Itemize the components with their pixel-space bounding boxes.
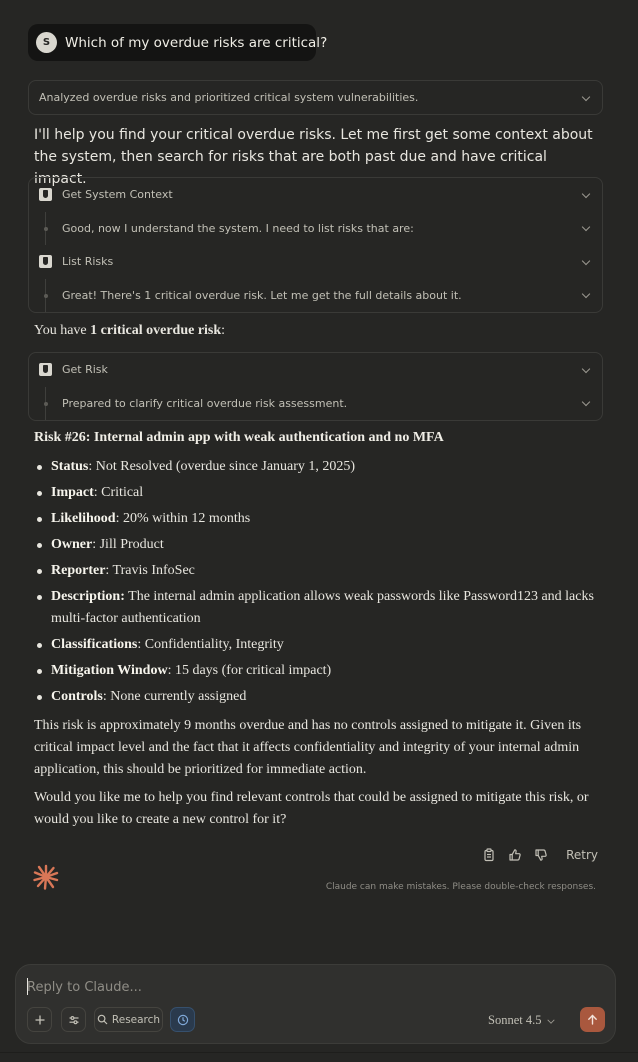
tool-icon xyxy=(39,255,52,268)
chevron-down-icon[interactable] xyxy=(582,224,590,232)
list-item xyxy=(34,660,594,682)
field-value: : Jill Product xyxy=(92,537,164,552)
field-label: Likelihood xyxy=(51,511,116,526)
chevron-down-icon[interactable] xyxy=(582,191,590,199)
timeline-dot-icon xyxy=(39,212,52,245)
field-value: : Critical xyxy=(93,485,144,500)
model-name: Sonnet 4.5 xyxy=(488,1013,542,1027)
field-value: : None currently assigned xyxy=(102,689,247,704)
message-actions xyxy=(482,848,598,862)
disclaimer-text: Claude can make mistakes. Please double-check responses. xyxy=(325,882,596,892)
tool-icon xyxy=(39,188,52,201)
timeline-dot-icon xyxy=(39,387,52,420)
field-value: The internal admin application allows weak passwords like Password123 and lacks multi-factor authentication xyxy=(51,589,594,626)
tool-step[interactable] xyxy=(29,279,602,313)
chevron-down-icon[interactable] xyxy=(582,366,590,374)
result-intro-suffix: : xyxy=(221,323,226,338)
clock-icon xyxy=(177,1014,189,1026)
tool-list-risks[interactable] xyxy=(29,245,602,279)
tool-label: List Risks xyxy=(62,255,114,269)
user-message xyxy=(28,24,328,61)
tool-step-text: Great! There's 1 critical overdue risk. Let me get the full details about it. xyxy=(62,288,462,302)
tools-button[interactable] xyxy=(61,1007,86,1032)
thumbs-down-icon[interactable] xyxy=(534,848,548,862)
field-value: : 15 days (for critical impact) xyxy=(167,663,332,678)
field-value: : Not Resolved (overdue since January 1, 2025) xyxy=(88,459,356,474)
search-icon xyxy=(97,1014,108,1025)
tool-icon xyxy=(39,363,52,376)
risk-details-list xyxy=(34,456,594,712)
add-button[interactable] xyxy=(27,1007,52,1032)
closing-question: Would you like me to help you find relevant controls that could be assigned to mitigate this risk, or would you like to create a new control for it? xyxy=(34,790,589,827)
composer xyxy=(15,964,616,1044)
intro-text: I'll help you find your critical overdue risks. Let me first get some context about the system, then search for risks that are both past due and have critical impact. xyxy=(34,127,593,187)
arrow-up-icon xyxy=(587,1014,598,1025)
field-label: Classifications xyxy=(51,637,138,652)
field-value: : Travis InfoSec xyxy=(105,563,195,578)
sliders-icon xyxy=(68,1014,80,1026)
clock-toggle-button[interactable] xyxy=(170,1007,195,1032)
chevron-down-icon[interactable] xyxy=(582,399,590,407)
copy-icon[interactable] xyxy=(482,848,496,862)
timeline-dot-icon xyxy=(39,279,52,312)
thinking-summary[interactable] xyxy=(28,80,603,115)
field-label: Status xyxy=(51,459,89,474)
tool-get-system-context[interactable] xyxy=(29,178,602,212)
result-intro xyxy=(34,320,594,342)
field-label: Owner xyxy=(51,537,93,552)
field-label: Description: xyxy=(51,589,125,604)
tool-group-1 xyxy=(28,177,603,313)
chevron-down-icon[interactable] xyxy=(582,258,590,266)
list-item xyxy=(34,534,594,556)
field-label: Impact xyxy=(51,485,94,500)
send-button[interactable] xyxy=(580,1007,605,1032)
thinking-summary-text: Analyzed overdue risks and prioritized critical system vulnerabilities. xyxy=(39,91,419,104)
user-message-text: Which of my overdue risks are critical? xyxy=(65,34,328,51)
tool-step[interactable] xyxy=(29,212,602,246)
reply-input[interactable] xyxy=(27,977,567,997)
field-label: Mitigation Window xyxy=(51,663,168,678)
field-value: : Confidentiality, Integrity xyxy=(137,637,284,652)
field-value: : 20% within 12 months xyxy=(115,511,251,526)
result-intro-prefix: You have xyxy=(34,323,91,338)
list-item xyxy=(34,686,594,708)
list-item xyxy=(34,482,594,504)
tool-step[interactable] xyxy=(29,387,602,421)
list-item xyxy=(34,634,594,656)
thumbs-up-icon[interactable] xyxy=(508,848,522,862)
result-intro-bold: 1 critical overdue risk xyxy=(90,323,222,338)
avatar: S xyxy=(36,32,57,53)
tool-step-text: Good, now I understand the system. I need to list risks that are: xyxy=(62,221,414,235)
bottom-divider xyxy=(0,1052,638,1053)
model-selector[interactable] xyxy=(488,1013,555,1028)
research-button[interactable] xyxy=(94,1007,163,1032)
claude-spark-icon xyxy=(33,864,59,890)
list-item xyxy=(34,560,594,582)
tool-label: Get System Context xyxy=(62,188,173,202)
list-item xyxy=(34,586,594,630)
field-label: Controls xyxy=(51,689,103,704)
field-label: Reporter xyxy=(51,563,106,578)
plus-icon xyxy=(34,1014,46,1026)
tool-get-risk[interactable] xyxy=(29,353,602,387)
tool-step-text: Prepared to clarify critical overdue risk assessment. xyxy=(62,396,348,410)
research-label: Research xyxy=(111,1013,161,1026)
chevron-down-icon[interactable] xyxy=(582,291,590,299)
chevron-down-icon xyxy=(548,1017,555,1024)
closing-paragraph: This risk is approximately 9 months overdue and has no controls assigned to mitigate it. Given its critical impact level and the fact that it affects confidentiality and integrity of your internal admin application, this should be prioritized for immediate action. xyxy=(34,718,582,777)
list-item xyxy=(34,456,594,478)
list-item xyxy=(34,508,594,530)
tool-group-2 xyxy=(28,352,603,421)
chevron-down-icon[interactable] xyxy=(582,94,590,102)
tool-label: Get Risk xyxy=(62,363,108,377)
retry-button[interactable]: Retry xyxy=(566,848,598,862)
risk-title: Risk #26: Internal admin app with weak authentication and no MFA xyxy=(34,430,444,445)
